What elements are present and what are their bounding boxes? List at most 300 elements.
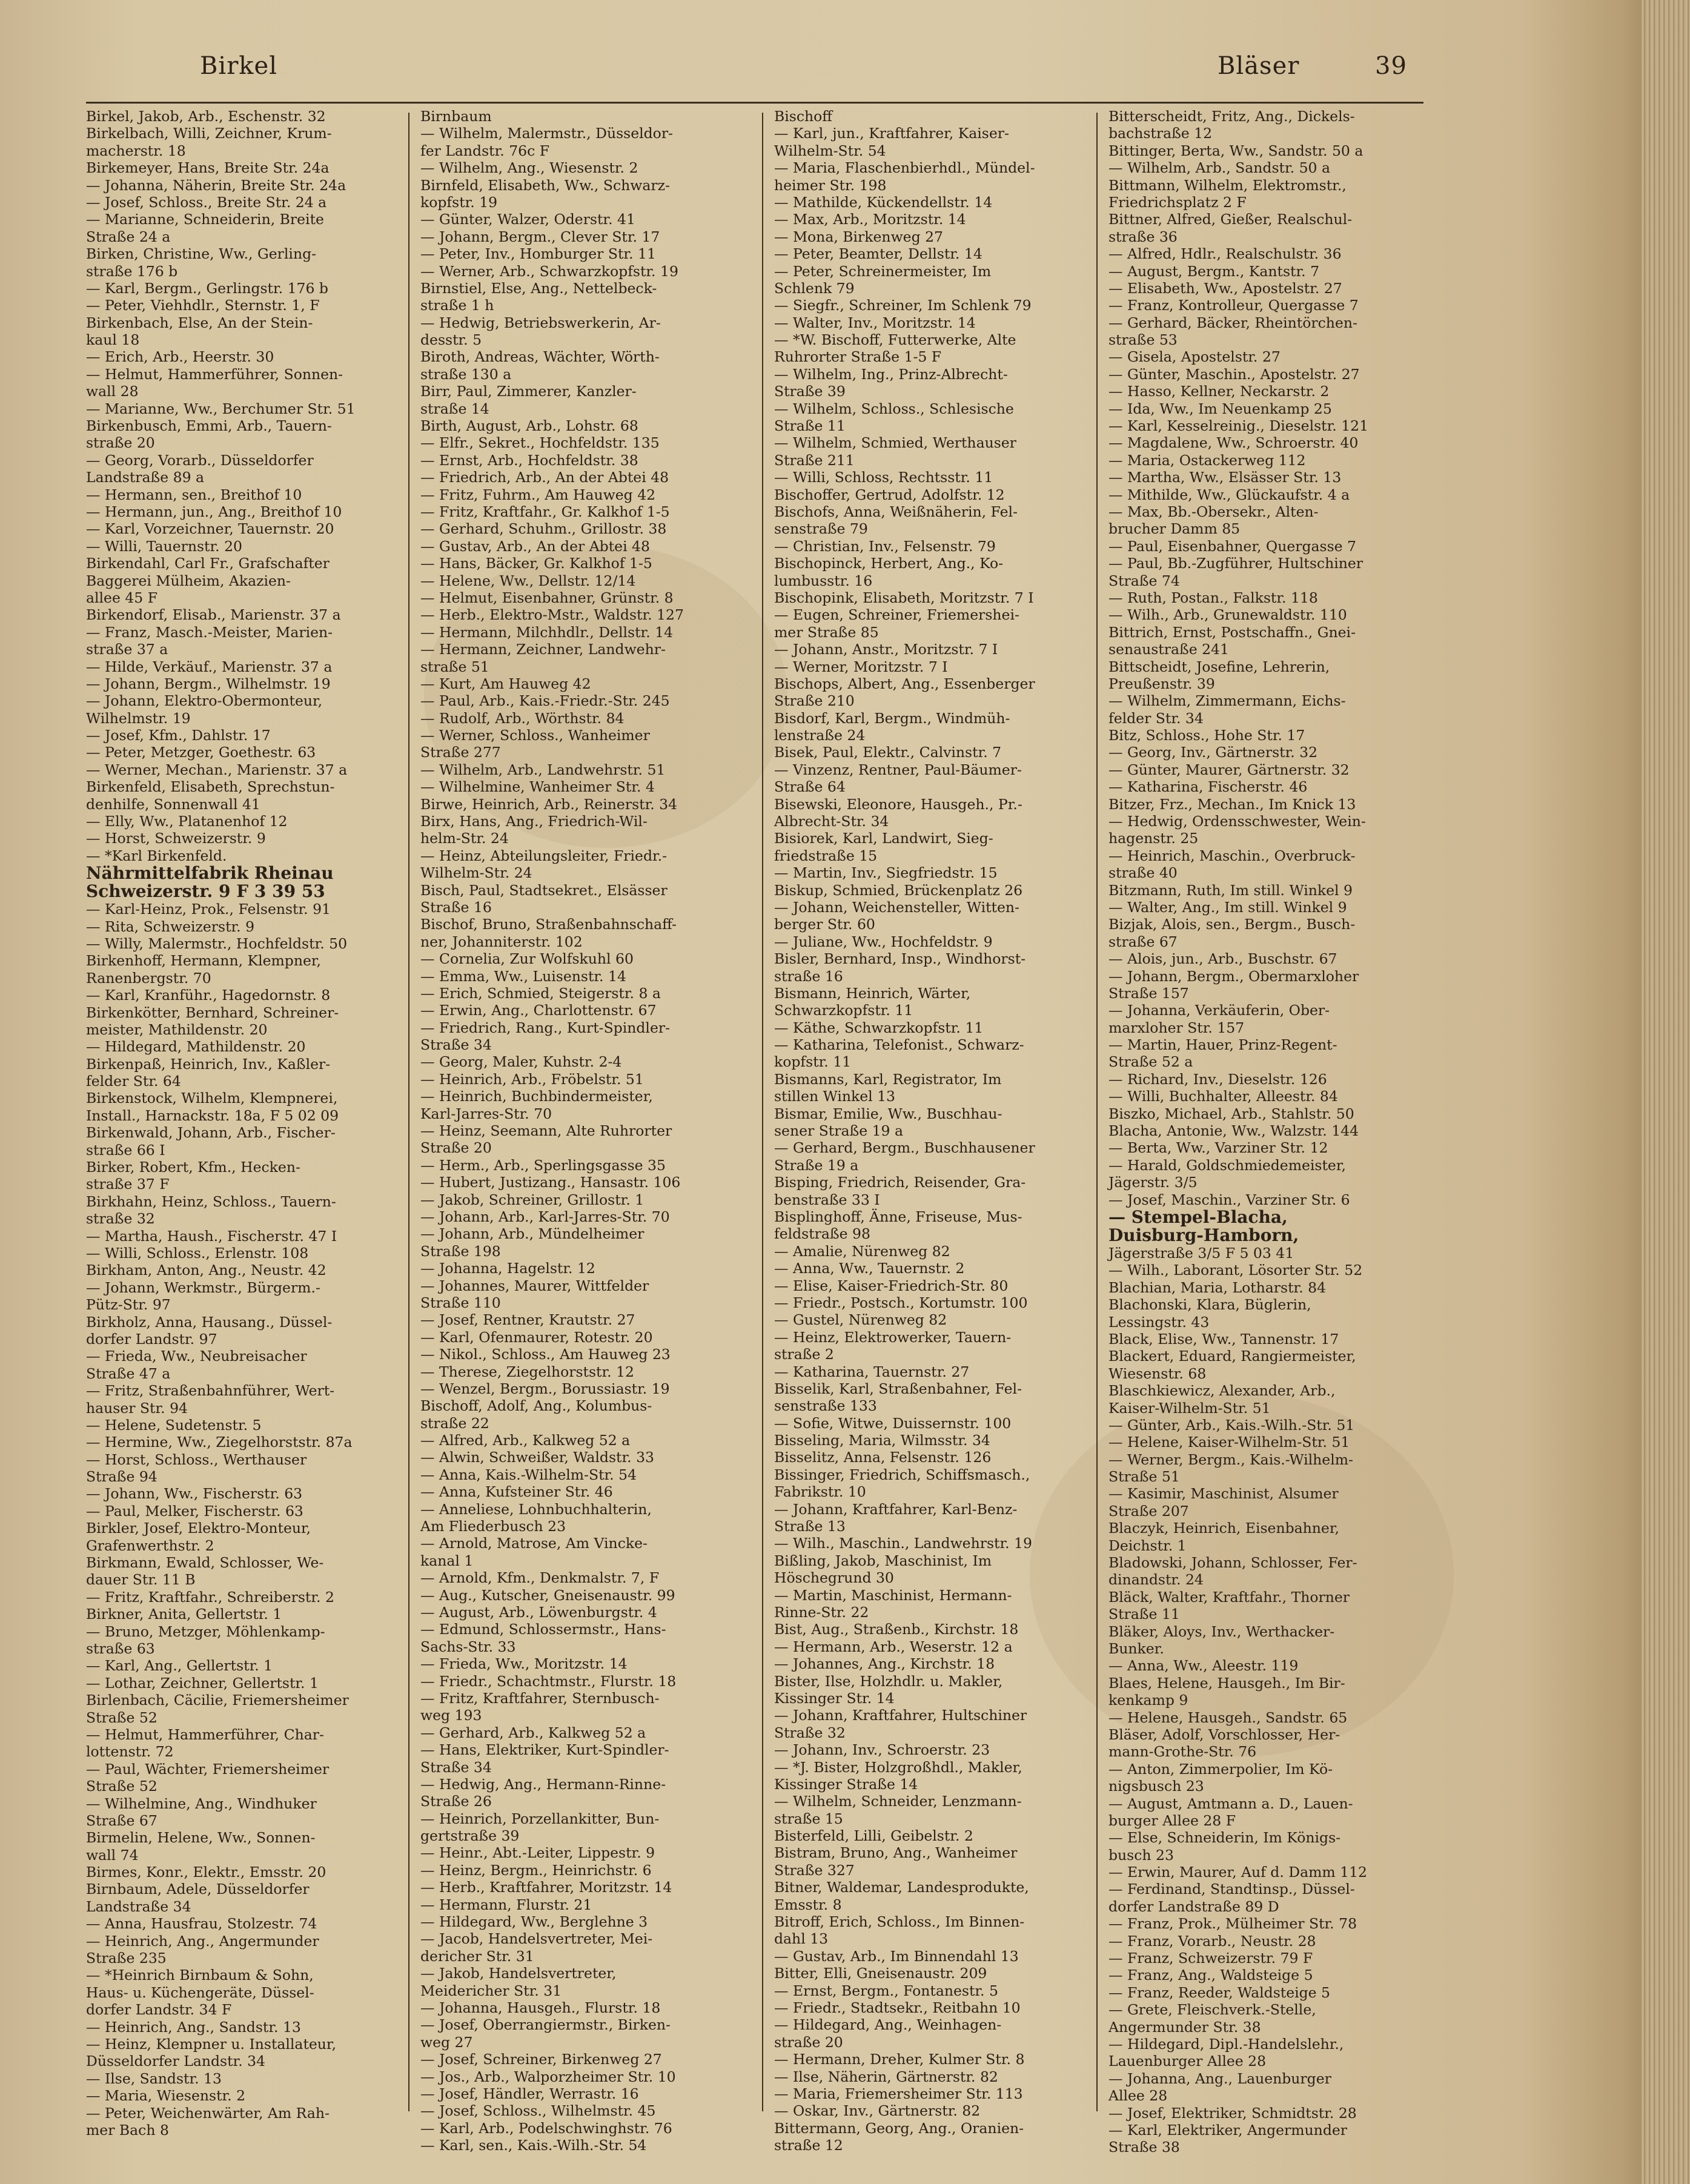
directory-entry-line: — Johann, Bergm., Clever Str. 17 [420, 228, 660, 245]
directory-entry-line: — Martin, Maschinist, Hermann- [774, 1586, 1012, 1604]
directory-entry-line: — Hedwig, Ang., Hermann-Rinne- [420, 1775, 666, 1793]
directory-entry-line: straße 63 [86, 1640, 155, 1657]
directory-entry-line: Birkendahl, Carl Fr., Grafschafter [86, 555, 330, 572]
directory-entry-line: Bischoffer, Gertrud, Adolfstr. 12 [774, 486, 1005, 503]
directory-entry-line: — Erich, Arb., Heerstr. 30 [86, 348, 274, 366]
directory-entry-line: Kissinger Str. 14 [774, 1689, 895, 1707]
directory-entry-line: Bisterfeld, Lilli, Geibelstr. 2 [774, 1827, 973, 1845]
directory-entry-line: — Ruth, Postan., Falkstr. 118 [1108, 589, 1318, 606]
directory-entry-line: weg 193 [420, 1707, 482, 1724]
directory-entry-line: — Helmut, Hammerführer, Char- [86, 1726, 324, 1743]
directory-entry-line: — Werner, Bergm., Kais.-Wilhelm- [1108, 1451, 1353, 1468]
directory-entry-line: — Hermann, Flurstr. 21 [420, 1896, 592, 1913]
directory-entry-line: Straße 157 [1108, 984, 1189, 1002]
page-number: 39 [1375, 52, 1407, 80]
directory-entry-line: — Johanna, Ang., Lauenburger [1108, 2070, 1331, 2087]
directory-entry-line: Bitter, Elli, Gneisenaustr. 209 [774, 1965, 987, 1982]
directory-entry-line: Bläker, Aloys, Inv., Werthacker- [1108, 1623, 1335, 1640]
directory-entry-line: — Johannes, Ang., Kirchstr. 18 [774, 1655, 995, 1673]
directory-entry-line: lottenstr. 72 [86, 1743, 174, 1761]
directory-entry-line: Straße 24 a [86, 228, 171, 245]
directory-entry-line: — Johann, Bergm., Wilhelmstr. 19 [86, 675, 331, 692]
directory-entry-line: straße 67 [1108, 933, 1178, 950]
directory-entry-line: straße 66 I [86, 1141, 165, 1159]
directory-entry-line: — Wilhelm, Ang., Wiesenstr. 2 [420, 159, 638, 177]
directory-entry-line: — Jos., Arb., Walporzheimer Str. 10 [420, 2068, 676, 2085]
directory-entry-line: Rinne-Str. 22 [774, 1603, 869, 1621]
directory-entry-line: — Wilhelmine, Ang., Windhuker [86, 1795, 317, 1812]
directory-entry-line: — Johanna, Näherin, Breite Str. 24a [86, 176, 346, 194]
directory-entry-line: — Johann, Anstr., Moritzstr. 7 I [774, 641, 998, 658]
directory-entry-line: straße 40 [1108, 864, 1178, 882]
directory-entry-line: — Helmut, Hammerführer, Sonnen- [86, 365, 343, 383]
directory-entry-line: Wilhelmstr. 19 [86, 709, 191, 727]
column-divider [408, 113, 409, 2111]
directory-entry-line: Black, Elise, Ww., Tannenstr. 17 [1108, 1330, 1339, 1348]
directory-entry-line: Birkler, Josef, Elektro-Monteur, [86, 1520, 311, 1537]
directory-entry-line: Bittmann, Wilhelm, Elektromstr., [1108, 176, 1347, 194]
directory-entry-line: — Erich, Schmied, Steigerstr. 8 a [420, 984, 661, 1002]
header-rule [86, 102, 1423, 104]
directory-entry-line: Birth, August, Arb., Lohstr. 68 [420, 417, 638, 435]
directory-entry-line: — Friedr., Stadtsekr., Reitbahn 10 [774, 1999, 1021, 2016]
directory-entry-line: — Fritz, Kraftfahr., Gr. Kalkhof 1-5 [420, 503, 670, 520]
directory-entry-line: Bladowski, Johann, Schlosser, Fer- [1108, 1554, 1357, 1572]
directory-entry-line: Wiesenstr. 68 [1108, 1365, 1207, 1382]
directory-entry-line: — Johann, Arb., Karl-Jarres-Str. 70 [420, 1208, 670, 1225]
directory-entry-line: Bisselik, Karl, Straßenbahner, Fel- [774, 1380, 1022, 1397]
directory-entry-line: Birkel, Jakob, Arb., Eschenstr. 32 [86, 108, 326, 125]
directory-entry-line: kanal 1 [420, 1552, 474, 1569]
directory-entry-line: — Werner, Schloss., Wanheimer [420, 727, 650, 744]
directory-entry-line: — Johannes, Maurer, Wittfelder [420, 1277, 649, 1294]
directory-entry-line: hagenstr. 25 [1108, 830, 1199, 847]
directory-entry-line: — Karl, Ang., Gellertstr. 1 [86, 1657, 273, 1675]
directory-entry-line: — Josef, Schloss., Breite Str. 24 a [86, 193, 327, 211]
directory-entry-line: — Willy, Malermstr., Hochfeldstr. 50 [86, 935, 348, 952]
directory-entry-line: Straße 74 [1108, 572, 1180, 589]
directory-entry-line: — Karl, Elektriker, Angermunder [1108, 2121, 1348, 2139]
directory-entry-line: — Bruno, Metzger, Möhlenkamp- [86, 1623, 325, 1640]
directory-entry-line: — Friedr., Schachtmstr., Flurstr. 18 [420, 1672, 677, 1690]
directory-entry-line: — Willi, Schloss., Erlenstr. 108 [86, 1245, 309, 1262]
directory-entry-line: — Johann, Bergm., Obermarxloher [1108, 967, 1359, 985]
directory-entry-line: Straße 198 [420, 1242, 501, 1260]
directory-entry-line: lenstraße 24 [774, 727, 866, 744]
directory-entry-line: Biszko, Michael, Arb., Stahlstr. 50 [1108, 1105, 1354, 1122]
directory-entry-line: — Gustav, Arb., Im Binnendahl 13 [774, 1947, 1019, 1965]
directory-entry-line: — Heinrich, Porzellankitter, Bun- [420, 1810, 660, 1827]
directory-entry-line: — Franz, Masch.-Meister, Marien- [86, 623, 333, 641]
directory-entry-line: Straße 11 [1108, 1606, 1180, 1623]
directory-entry-line: — Anneliese, Lohnbuchhalterin, [420, 1500, 652, 1518]
directory-entry-line: Straße 207 [1108, 1502, 1189, 1520]
directory-entry-line: — Mona, Birkenweg 27 [774, 228, 944, 245]
directory-entry-line: Bismann, Heinrich, Wärter, [774, 984, 971, 1002]
directory-entry-line: Blacha, Antonie, Ww., Walzstr. 144 [1108, 1122, 1359, 1140]
directory-entry-line: Bisseling, Maria, Wilmsstr. 34 [774, 1432, 990, 1449]
directory-entry-line: senstraße 133 [774, 1397, 877, 1415]
directory-entry-line: feldstraße 98 [774, 1225, 870, 1243]
directory-entry-line: — Ernst, Arb., Hochfeldstr. 38 [420, 451, 638, 469]
directory-entry-line: — Josef, Maschin., Varziner Str. 6 [1108, 1191, 1350, 1208]
directory-entry-line: — Martha, Haush., Fischerstr. 47 I [86, 1227, 337, 1245]
directory-entry-line: wall 74 [86, 1846, 139, 1864]
directory-entry-line: Bittinger, Berta, Ww., Sandstr. 50 a [1108, 142, 1364, 159]
directory-entry-line: — Elise, Kaiser-Friedrich-Str. 80 [774, 1277, 1009, 1294]
directory-entry-line: straße 130 a [420, 365, 512, 383]
directory-entry-line: — *Heinrich Birnbaum & Sohn, [86, 1967, 314, 1984]
directory-entry-line: — Josef, Schreiner, Birkenweg 27 [420, 2051, 662, 2068]
directory-entry-line: dorfer Landstraße 89 D [1108, 1898, 1279, 1915]
directory-entry-line: — Wilhelmine, Wanheimer Str. 4 [420, 778, 655, 796]
directory-entry-line: Bitterscheidt, Fritz, Ang., Dickels- [1108, 108, 1355, 125]
column-divider [762, 113, 763, 2111]
directory-entry-line: Straße 19 a [774, 1156, 859, 1174]
directory-entry-line: — *J. Bister, Holzgroßhdl., Makler, [774, 1758, 1022, 1776]
directory-entry-line: — Ilse, Sandstr. 13 [86, 2070, 222, 2087]
directory-entry-line: — Marianne, Ww., Berchumer Str. 51 [86, 400, 356, 417]
directory-entry-line: Bisplinghoff, Änne, Friseuse, Mus- [774, 1208, 1022, 1225]
directory-entry-line: — Heinz, Bergm., Heinrichstr. 6 [420, 1861, 652, 1879]
directory-entry-line: — Peter, Beamter, Dellstr. 14 [774, 245, 983, 263]
directory-entry-line: Deichstr. 1 [1108, 1537, 1187, 1554]
directory-entry-line: — Hilde, Verkäuf., Marienstr. 37 a [86, 658, 333, 675]
directory-entry-line: — Käthe, Schwarzkopfstr. 11 [774, 1019, 984, 1036]
directory-entry-line: Nährmittelfabrik Rheinau [86, 863, 334, 884]
directory-entry-line: — Cornelia, Zur Wolfskuhl 60 [420, 950, 634, 968]
directory-entry-line: — Heinrich, Ang., Angermunder [86, 1932, 319, 1950]
directory-entry-line: — Fritz, Straßenbahnführer, Wert- [86, 1382, 335, 1400]
directory-entry-line: Bizjak, Alois, sen., Bergm., Busch- [1108, 916, 1356, 933]
directory-entry-line: Bischopinck, Herbert, Ang., Ko- [774, 555, 1004, 572]
directory-entry-line: Bittner, Alfred, Gießer, Realschul- [1108, 211, 1353, 228]
directory-entry-line: — Werner, Moritzstr. 7 I [774, 658, 948, 675]
directory-entry-line: — Gustel, Nürenweg 82 [774, 1311, 947, 1329]
directory-entry-line: Birr, Paul, Zimmerer, Kanzler- [420, 383, 637, 400]
directory-entry-line: — Sofie, Witwe, Duissernstr. 100 [774, 1414, 1012, 1432]
directory-entry-line: Straße 94 [86, 1468, 157, 1486]
directory-entry-line: — Arnold, Matrose, Am Vincke- [420, 1535, 648, 1552]
directory-entry-line: — Katharina, Telefonist., Schwarz- [774, 1036, 1024, 1054]
directory-entry-line: Lauenburger Allee 28 [1108, 2053, 1267, 2070]
directory-entry-line: — Wilhelm, Malermstr., Düsseldor- [420, 125, 673, 142]
directory-entry-line: straße 32 [86, 1210, 155, 1228]
directory-entry-line: — Josef, Händler, Werrastr. 16 [420, 2085, 639, 2102]
directory-entry-line: — Hans, Bäcker, Gr. Kalkhof 1-5 [420, 555, 652, 572]
directory-entry-line: — Werner, Mechan., Marienstr. 37 a [86, 761, 348, 778]
directory-entry-line: kopfstr. 19 [420, 193, 498, 211]
directory-entry-line: Friedrichsplatz 2 F [1108, 193, 1247, 211]
directory-entry-line: — Franz, Ang., Waldsteige 5 [1108, 1967, 1313, 1984]
directory-entry-line: Straße 32 [774, 1724, 846, 1741]
directory-entry-line: Bistram, Bruno, Ang., Wanheimer [774, 1844, 1018, 1862]
directory-entry-line: dericher Str. 31 [420, 1947, 534, 1965]
directory-columns [86, 108, 1423, 2156]
directory-entry-line: mann-Grothe-Str. 76 [1108, 1743, 1257, 1761]
directory-entry-line: — Ida, Ww., Im Neuenkamp 25 [1108, 400, 1332, 417]
directory-entry-line: — Maria, Ostackerweg 112 [1108, 451, 1306, 469]
column-2 [420, 108, 740, 2154]
directory-entry-line: — Karl, jun., Kraftfahrer, Kaiser- [774, 125, 1009, 142]
directory-entry-line: Straße 26 [420, 1793, 492, 1810]
directory-entry-line: desstr. 5 [420, 331, 482, 349]
directory-entry-line: — Erwin, Ang., Charlottenstr. 67 [420, 1002, 657, 1019]
directory-entry-line: — Alois, jun., Arb., Buschstr. 67 [1108, 950, 1337, 968]
directory-entry-line: Straße 64 [774, 778, 846, 796]
directory-entry-line: — Karl, Vorzeichner, Tauernstr. 20 [86, 520, 334, 538]
directory-entry-line: — Elly, Ww., Platanenhof 12 [86, 813, 288, 830]
directory-entry-line: Duisburg-Hamborn, [1108, 1225, 1299, 1245]
directory-entry-line: — Johanna, Hagelstr. 12 [420, 1260, 595, 1277]
directory-entry-line: Bisewski, Eleonore, Hausgeh., Pr.- [774, 795, 1022, 813]
directory-entry-line: Preußenstr. 39 [1108, 675, 1215, 692]
directory-entry-line: — Franz, Vorarb., Neustr. 28 [1108, 1932, 1316, 1950]
directory-entry-line: Bisping, Friedrich, Reisender, Gra- [774, 1174, 1026, 1191]
directory-entry-line: — Paul, Eisenbahner, Quergasse 7 [1108, 537, 1356, 555]
directory-entry-line: Bisek, Paul, Elektr., Calvinstr. 7 [774, 744, 1002, 761]
directory-entry-line: Fabrikstr. 10 [774, 1483, 866, 1501]
directory-entry-line: straße 14 [420, 400, 489, 417]
directory-entry-line: Meidericher Str. 31 [420, 1982, 562, 1999]
directory-entry-line: Bitroff, Erich, Schloss., Im Binnen- [774, 1913, 1025, 1931]
directory-entry-line: — Hildegard, Mathildenstr. 20 [86, 1038, 306, 1056]
directory-entry-line: Bisiorek, Karl, Landwirt, Sieg- [774, 830, 993, 847]
directory-entry-line: Birkelbach, Willi, Zeichner, Krum- [86, 125, 332, 142]
directory-entry-line: — Karl, Kesselreinig., Dieselstr. 121 [1108, 417, 1369, 435]
directory-entry-line: Birwe, Heinrich, Arb., Reinerstr. 34 [420, 795, 678, 813]
directory-entry-line: — Hermann, Milchhdlr., Dellstr. 14 [420, 623, 674, 641]
directory-entry-line: Wilhelm-Str. 24 [420, 864, 532, 882]
directory-entry-line: — Heinrich, Buchbindermeister, [420, 1088, 653, 1105]
directory-entry-line: — Heinrich, Arb., Fröbelstr. 51 [420, 1070, 644, 1088]
directory-entry-line: Bischops, Albert, Ang., Essenberger [774, 675, 1035, 692]
directory-entry-line: Emsstr. 8 [774, 1896, 842, 1913]
directory-entry-line: helm-Str. 24 [420, 830, 509, 847]
directory-entry-line: Schlenk 79 [774, 279, 855, 297]
directory-entry-line: — Josef, Elektriker, Schmidtstr. 28 [1108, 2104, 1357, 2122]
directory-entry-line: — Jakob, Handelsvertreter, [420, 1965, 617, 1982]
directory-entry-line: Straße 52 [86, 1709, 157, 1726]
directory-entry-line: kopfstr. 11 [774, 1053, 852, 1071]
directory-entry-line: Ranenbergstr. 70 [86, 969, 211, 987]
page-header [170, 47, 1430, 90]
directory-entry-line: Straße 51 [1108, 1468, 1180, 1486]
directory-entry-line: Albrecht-Str. 34 [774, 813, 889, 830]
directory-entry-line: — Max, Arb., Moritzstr. 14 [774, 211, 966, 228]
directory-entry-line: Bischoff, Adolf, Ang., Kolumbus- [420, 1397, 652, 1415]
directory-entry-line: — Heinrich, Maschin., Overbruck- [1108, 847, 1356, 864]
directory-entry-line: Birmes, Konr., Elektr., Emsstr. 20 [86, 1864, 326, 1881]
directory-entry-line: — Martin, Hauer, Prinz-Regent- [1108, 1036, 1337, 1054]
directory-entry-line: Bitner, Waldemar, Landesprodukte, [774, 1879, 1029, 1896]
directory-entry-line: — Karl, Arb., Podelschwinghstr. 76 [420, 2119, 672, 2137]
directory-entry-line: — Wilh., Laborant, Lösorter Str. 52 [1108, 1262, 1363, 1279]
directory-entry-line: — Günter, Maurer, Gärtnerstr. 32 [1108, 761, 1350, 778]
directory-entry-line: Bischof, Bruno, Straßenbahnschaff- [420, 916, 677, 933]
directory-entry-line: — Heinrich, Ang., Sandstr. 13 [86, 2018, 301, 2036]
directory-entry-line: Bläser, Adolf, Vorschlosser, Her- [1108, 1726, 1340, 1743]
directory-entry-line: — Franz, Kontrolleur, Quergasse 7 [1108, 297, 1359, 314]
directory-entry-line: — Hermann, Arb., Weserstr. 12 a [774, 1638, 1013, 1655]
directory-entry-line: — Oskar, Inv., Gärtnerstr. 82 [774, 2102, 981, 2120]
directory-entry-line: Birkendorf, Elisab., Marienstr. 37 a [86, 606, 341, 624]
column-1 [86, 108, 406, 2139]
directory-entry-line: Blachonski, Klara, Büglerin, [1108, 1296, 1311, 1314]
directory-entry-line: — Nikol., Schloss., Am Hauweg 23 [420, 1346, 671, 1363]
directory-entry-line: — Helene, Hausgeh., Sandstr. 65 [1108, 1709, 1348, 1726]
directory-entry-line: Birkenfeld, Elisabeth, Sprechstun- [86, 778, 335, 796]
directory-entry-line: — Amalie, Nürenweg 82 [774, 1242, 950, 1260]
directory-entry-line: Blachian, Maria, Lotharstr. 84 [1108, 1279, 1327, 1296]
directory-entry-line: Straße 47 a [86, 1365, 171, 1382]
directory-entry-line: Allee 28 [1108, 2087, 1168, 2105]
directory-entry-line: — Hedwig, Ordensschwester, Wein- [1108, 813, 1366, 830]
directory-entry-line: — Katharina, Tauernstr. 27 [774, 1363, 970, 1380]
book-edge [1642, 0, 1690, 2184]
directory-entry-line: — Emma, Ww., Luisenstr. 14 [420, 967, 626, 985]
directory-entry-line: — Frieda, Ww., Moritzstr. 14 [420, 1655, 628, 1673]
directory-entry-line: Birkhahn, Heinz, Schloss., Tauern- [86, 1193, 336, 1210]
directory-entry-line: — Hildegard, Ww., Berglehne 3 [420, 1913, 648, 1931]
directory-entry-line: benstraße 33 I [774, 1191, 880, 1208]
directory-entry-line: Birkenhoff, Hermann, Klempner, [86, 952, 321, 970]
directory-entry-line: fer Landstr. 76c F [420, 142, 550, 159]
directory-entry-line: — Herb., Elektro-Mstr., Waldstr. 127 [420, 606, 684, 624]
directory-entry-line: — Katharina, Fischerstr. 46 [1108, 778, 1308, 796]
directory-entry-line: Bismanns, Karl, Registrator, Im [774, 1070, 1002, 1088]
directory-entry-line: — Johann, Kraftfahrer, Karl-Benz- [774, 1500, 1018, 1518]
directory-entry-line: — Mithilde, Ww., Glückaufstr. 4 a [1108, 486, 1350, 503]
directory-entry-line: — Anna, Ww., Aleestr. 119 [1108, 1657, 1299, 1675]
directory-entry-line: felder Str. 64 [86, 1073, 181, 1090]
directory-entry-line: — Josef, Schloss., Wilhelmstr. 45 [420, 2102, 656, 2120]
directory-entry-line: Bisler, Bernhard, Insp., Windhorst- [774, 950, 1026, 968]
directory-entry-line: Birlenbach, Cäcilie, Friemersheimer [86, 1692, 349, 1709]
directory-entry-line: Blackert, Eduard, Rangiermeister, [1108, 1348, 1356, 1365]
directory-entry-line: — Kurt, Am Hauweg 42 [420, 675, 591, 692]
directory-entry-line: — Grete, Fleischverk.-Stelle, [1108, 2001, 1316, 2019]
directory-entry-line: Straße 13 [774, 1518, 846, 1535]
directory-entry-line: Straße 277 [420, 744, 501, 761]
directory-entry-line: straße 20 [86, 434, 155, 452]
directory-entry-line: — Willi, Tauernstr. 20 [86, 537, 242, 555]
directory-entry-line: — Werner, Arb., Schwarzkopfstr. 19 [420, 262, 678, 280]
directory-entry-line: Jägerstraße 3/5 F 5 03 41 [1108, 1245, 1294, 1262]
directory-entry-line: — Fritz, Fuhrm., Am Hauweg 42 [420, 486, 656, 503]
directory-entry-line: Bittermann, Georg, Ang., Oranien- [774, 2119, 1024, 2137]
directory-entry-line: — Franz, Schweizerstr. 79 F [1108, 1950, 1313, 1967]
directory-entry-line: — Wilh., Arb., Grunewaldstr. 110 [1108, 606, 1347, 624]
directory-entry-line: Schwarzkopfstr. 11 [774, 1002, 913, 1019]
directory-entry-line: — Wilhelm, Ing., Prinz-Albrecht- [774, 365, 1008, 383]
directory-entry-line: Straße 20 [420, 1139, 492, 1157]
directory-entry-line: berger Str. 60 [774, 916, 875, 933]
directory-entry-line: wall 28 [86, 383, 139, 400]
directory-entry-line: dahl 13 [774, 1930, 829, 1948]
directory-entry-line: Bischofs, Anna, Weißnäherin, Fel- [774, 503, 1018, 520]
directory-entry-line: — Anna, Kais.-Wilhelm-Str. 54 [420, 1466, 637, 1483]
directory-entry-line: Birkholz, Anna, Hausang., Düssel- [86, 1313, 333, 1331]
directory-entry-line: — Gerhard, Bäcker, Rheintörchen- [1108, 314, 1357, 331]
directory-entry-line: — Paul, Bb.-Zugführer, Hultschiner [1108, 555, 1363, 572]
directory-entry-line: Angermunder Str. 38 [1108, 2018, 1261, 2036]
directory-entry-line: — Friedrich, Rang., Kurt-Spindler- [420, 1019, 671, 1036]
directory-entry-line: Sachs-Str. 33 [420, 1638, 516, 1655]
directory-entry-line: — Heinr., Abt.-Leiter, Lippestr. 9 [420, 1844, 655, 1862]
directory-entry-line: Birnbaum [420, 108, 492, 125]
directory-entry-line: — Horst, Schweizerstr. 9 [86, 830, 266, 847]
directory-entry-line: Haus- u. Küchengeräte, Düssel- [86, 1984, 314, 2001]
directory-entry-line: — Günter, Walzer, Oderstr. 41 [420, 211, 635, 228]
directory-entry-line: Straße 211 [774, 451, 855, 469]
directory-entry-line: Install., Harnackstr. 18a, F 5 02 09 [86, 1107, 339, 1124]
directory-entry-line: — Paul, Wächter, Friemersheimer [86, 1760, 330, 1778]
directory-entry-line: — Wilh., Maschin., Landwehrstr. 19 [774, 1535, 1032, 1552]
directory-entry-line: lumbusstr. 16 [774, 572, 873, 589]
directory-entry-line: — Alwin, Schweißer, Waldstr. 33 [420, 1449, 654, 1466]
directory-entry-line: straße 53 [1108, 331, 1178, 349]
directory-entry-line: — Hermann, jun., Ang., Breithof 10 [86, 503, 342, 520]
directory-entry-line: burger Allee 28 F [1108, 1812, 1236, 1829]
directory-entry-line: Birkenbach, Else, An der Stein- [86, 314, 313, 331]
directory-entry-line: — Fritz, Kraftfahr., Schreiberstr. 2 [86, 1588, 334, 1606]
directory-entry-line: — Paul, Arb., Kais.-Friedr.-Str. 245 [420, 692, 670, 710]
directory-entry-line: — *Karl Birkenfeld. [86, 847, 227, 864]
directory-entry-line: dorfer Landstr. 34 F [86, 2001, 232, 2019]
directory-entry-line: — Peter, Viehhdlr., Sternstr. 1, F [86, 297, 320, 314]
directory-entry-line: — Hermann, Zeichner, Landwehr- [420, 641, 666, 658]
directory-entry-line: Straße 34 [420, 1036, 492, 1054]
directory-entry-line: — Alfred, Arb., Kalkweg 52 a [420, 1432, 631, 1449]
directory-entry-line: macherstr. 18 [86, 142, 186, 159]
directory-entry-line: — Therese, Ziegelhorststr. 12 [420, 1363, 634, 1380]
directory-entry-line: — Gerhard, Arb., Kalkweg 52 a [420, 1724, 646, 1741]
directory-entry-line: — Anna, Kufsteiner Str. 46 [420, 1483, 613, 1501]
directory-entry-line: Birnfeld, Elisabeth, Ww., Schwarz- [420, 176, 670, 194]
directory-entry-line: Birkenstock, Wilhelm, Klempnerei, [86, 1090, 338, 1107]
directory-entry-line: dinandstr. 24 [1108, 1571, 1204, 1589]
directory-entry-line: Straße 67 [86, 1812, 157, 1829]
directory-entry-line: Schweizerstr. 9 F 3 39 53 [86, 881, 325, 902]
directory-entry-line: — Jacob, Handelsvertreter, Mei- [420, 1930, 653, 1948]
directory-entry-line: Birx, Hans, Ang., Friedrich-Wil- [420, 813, 648, 830]
directory-entry-line: — Gerhard, Bergm., Buschhausener [774, 1139, 1035, 1157]
directory-entry-line: — Magdalene, Ww., Schroerstr. 40 [1108, 434, 1359, 452]
directory-entry-line: — Peter, Schreinermeister, Im [774, 262, 992, 280]
directory-entry-line: — Willi, Buchhalter, Alleestr. 84 [1108, 1088, 1338, 1105]
directory-entry-line: — Frieda, Ww., Neubreisacher [86, 1348, 307, 1365]
directory-entry-line: — Johann, Ww., Fischerstr. 63 [86, 1485, 303, 1503]
directory-entry-line: Bister, Ilse, Holzhdlr. u. Makler, [774, 1672, 1003, 1690]
directory-entry-line: — Ernst, Bergm., Fontanestr. 5 [774, 1982, 998, 1999]
directory-entry-line: — Siegfr., Schreiner, Im Schlenk 79 [774, 297, 1032, 314]
directory-entry-line: — Maria, Friemersheimer Str. 113 [774, 2085, 1023, 2102]
directory-entry-line: mer Bach 8 [86, 2121, 169, 2139]
directory-entry-line: — Gustav, Arb., An der Abtei 48 [420, 537, 650, 555]
directory-entry-line: Biskup, Schmied, Brückenplatz 26 [774, 881, 1023, 899]
directory-entry-line: — Richard, Inv., Dieselstr. 126 [1108, 1070, 1327, 1088]
directory-entry-line: Birker, Robert, Kfm., Hecken- [86, 1159, 300, 1176]
directory-entry-line: Birken, Christine, Ww., Gerling- [86, 245, 317, 263]
directory-entry-line: hauser Str. 94 [86, 1399, 188, 1417]
directory-entry-line: — Friedrich, Arb., An der Abtei 48 [420, 469, 669, 486]
directory-entry-line: — Wilhelm, Schloss., Schlesische [774, 400, 1014, 417]
directory-entry-line: Birkemeyer, Hans, Breite Str. 24a [86, 159, 330, 177]
directory-entry-line: — Josef, Oberrangiermstr., Birken- [420, 2016, 671, 2034]
directory-entry-line: — Ferdinand, Standtinsp., Düssel- [1108, 1881, 1355, 1898]
directory-entry-line: Blaczyk, Heinrich, Eisenbahner, [1108, 1520, 1339, 1537]
